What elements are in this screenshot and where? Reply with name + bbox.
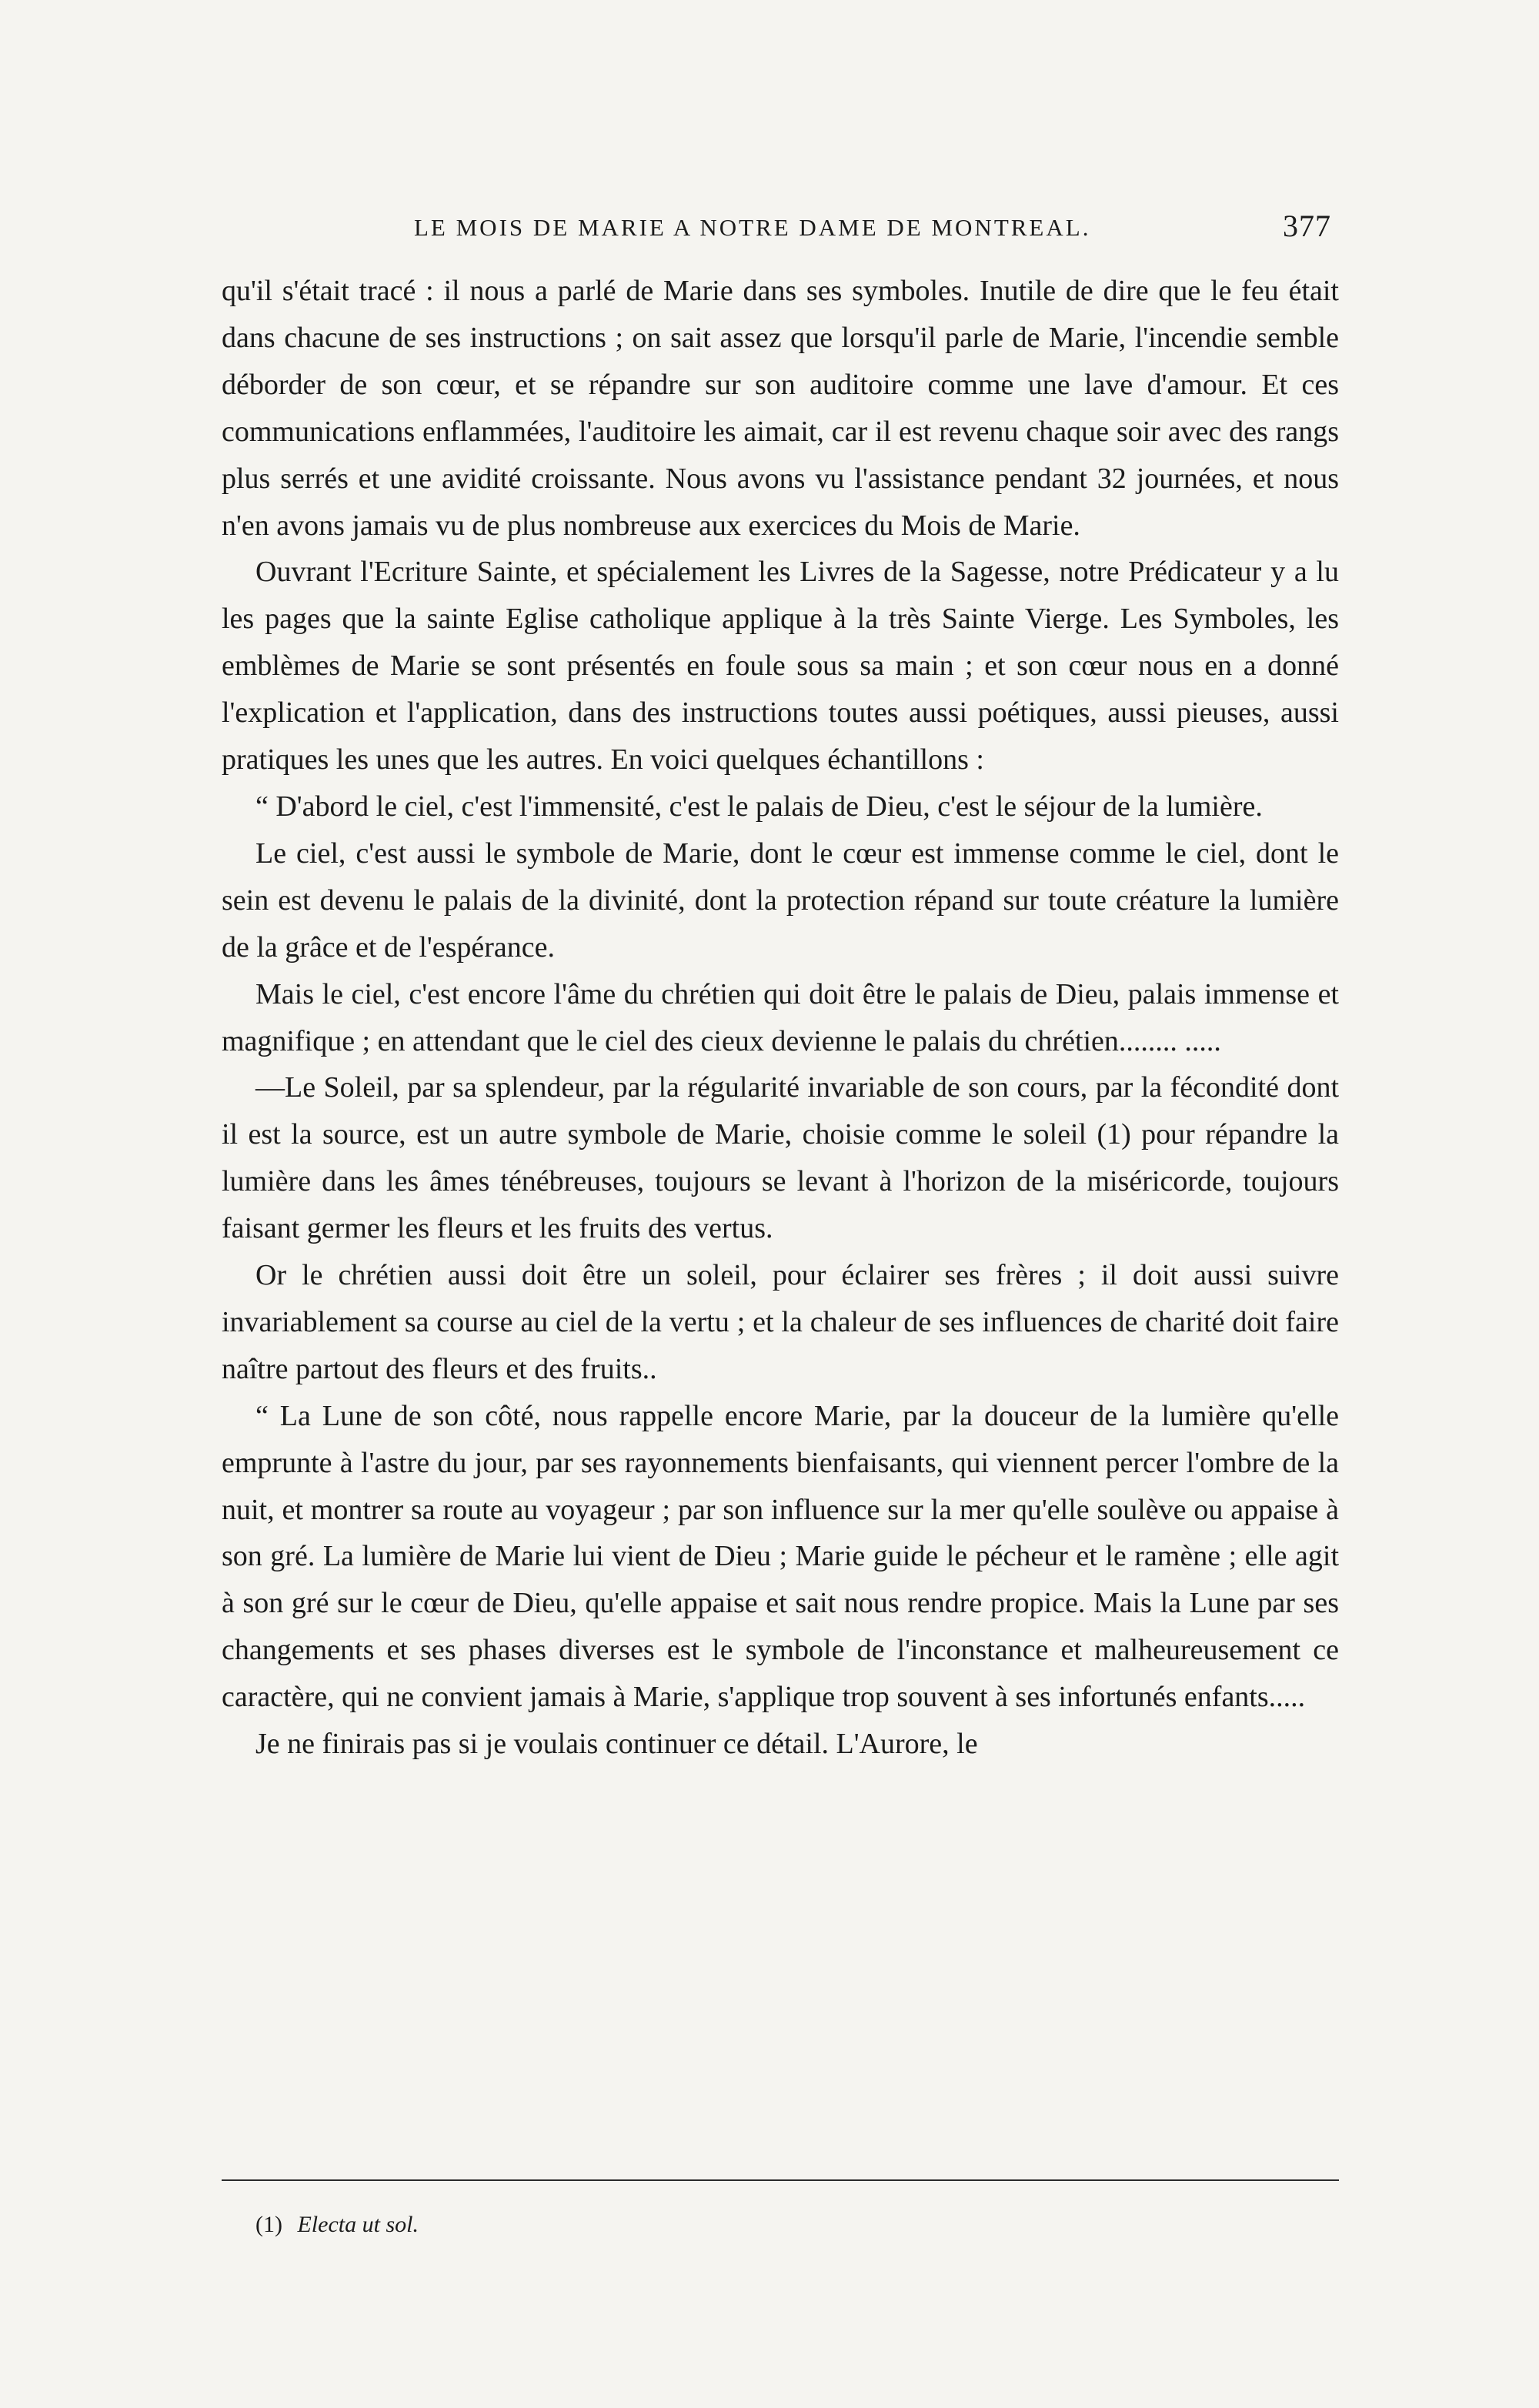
page-number: 377 [1283,209,1331,243]
body-text [222,268,1339,1768]
paragraph-aurore: Je ne finirais pas si je voulais continuer ce détail. L'Aurore, le [255,1728,978,1761]
paragraph-lune: “ La Lune de son côté, nous rappelle encore Marie, par la douceur de la lumière qu'elle emprunte à l'astre du jour, par ses rayonnements bienfaisants, qui viennent percer l'ombre de la nuit, et montrer sa route au voyageur ; par son influence sur la mer qu'elle soulève ou appaise à son gré. La lumière de Marie lui vient de Dieu ; Marie guide le pécheur et le ramène ; elle agit à son gré sur le cœur de Dieu, qu'elle appaise et sait nous rendre propice. Mais la Lune par ses changements et ses phases diverses est le symbole de l'inconstance et malheureusement ce caractère, qui ne convient jamais à Marie, s'applique trop souvent à ses infortunés enfants..... [222,1399,1339,1714]
footnote-divider [222,2179,1339,2181]
paragraph-soleil: —Le Soleil, par sa splendeur, par la régularité invariable de son cours, par la fécondité dont il est la source, est un autre symbole de Marie, choisie comme le soleil (1) pour répandre la lumière dans les âmes ténébreuses, toujours se levant à l'horizon de la miséricorde, toujours faisant germer les fleurs et les fruits des vertus. [222,1071,1339,1245]
running-head [222,208,1339,254]
paragraph-ecriture: Ouvrant l'Ecriture Sainte, et spécialement les Livres de la Sagesse, notre Prédicateur y a lu les pages que la sainte Eglise catholique applique à la très Sainte Vierge. Les Symboles, les emblèmes de Marie se sont présentés en foule sous sa main ; et son cœur nous en a donné l'explication et l'application, dans des instructions toutes aussi poétiques, aussi pieuses, aussi pratiques les unes que les autres. En voici quelques échantillons : [222,556,1339,777]
paragraph-chretien-soleil: Or le chrétien aussi doit être un soleil, pour éclairer ses frères ; il doit aussi suivre invariablement sa course au ciel de la vertu ; et la chaleur de ses influences de charité doit faire naître partout des fleurs et des fruits.. [222,1259,1339,1385]
paragraph-continuation: qu'il s'était tracé : il nous a parlé de Marie dans ses symboles. Inutile de dire que le feu était dans chacune de ses instructions ; on sait assez que lorsqu'il parle de Marie, l'incendie semble déborder de son cœur, et se répandre sur son auditoire comme une lave d'amour. Et ces communications enflammées, l'auditoire les aimait, car il est revenu chaque soir avec des rangs plus serrés et une avidité croissante. Nous avons vu l'assistance pendant 32 journées, et nous n'en avons jamais vu de plus nombreuse aux exercices du Mois de Marie. [222,275,1339,542]
footnote [255,2212,419,2238]
footnote-text: Electa ut sol. [297,2212,419,2237]
paragraph-ciel: “ D'abord le ciel, c'est l'immensité, c'est le palais de Dieu, c'est le séjour de la lumière. [255,790,1263,823]
footnote-mark: (1) [255,2212,282,2237]
paragraph-ciel-marie: Le ciel, c'est aussi le symbole de Marie, dont le cœur est immense comme le ciel, dont le sein est devenu le palais de la divinité, dont la protection répand sur toute créature la lumière de la grâce et de l'espérance. [222,837,1339,964]
running-title: LE MOIS DE MARIE A NOTRE DAME DE MONTREAL. [414,214,1091,241]
paragraph-ciel-chretien: Mais le ciel, c'est encore l'âme du chrétien qui doit être le palais de Dieu, palais immense et magnifique ; en attendant que le ciel des cieux devienne le palais du chrétien........ ..... [222,977,1339,1057]
book-page [222,208,1339,2237]
